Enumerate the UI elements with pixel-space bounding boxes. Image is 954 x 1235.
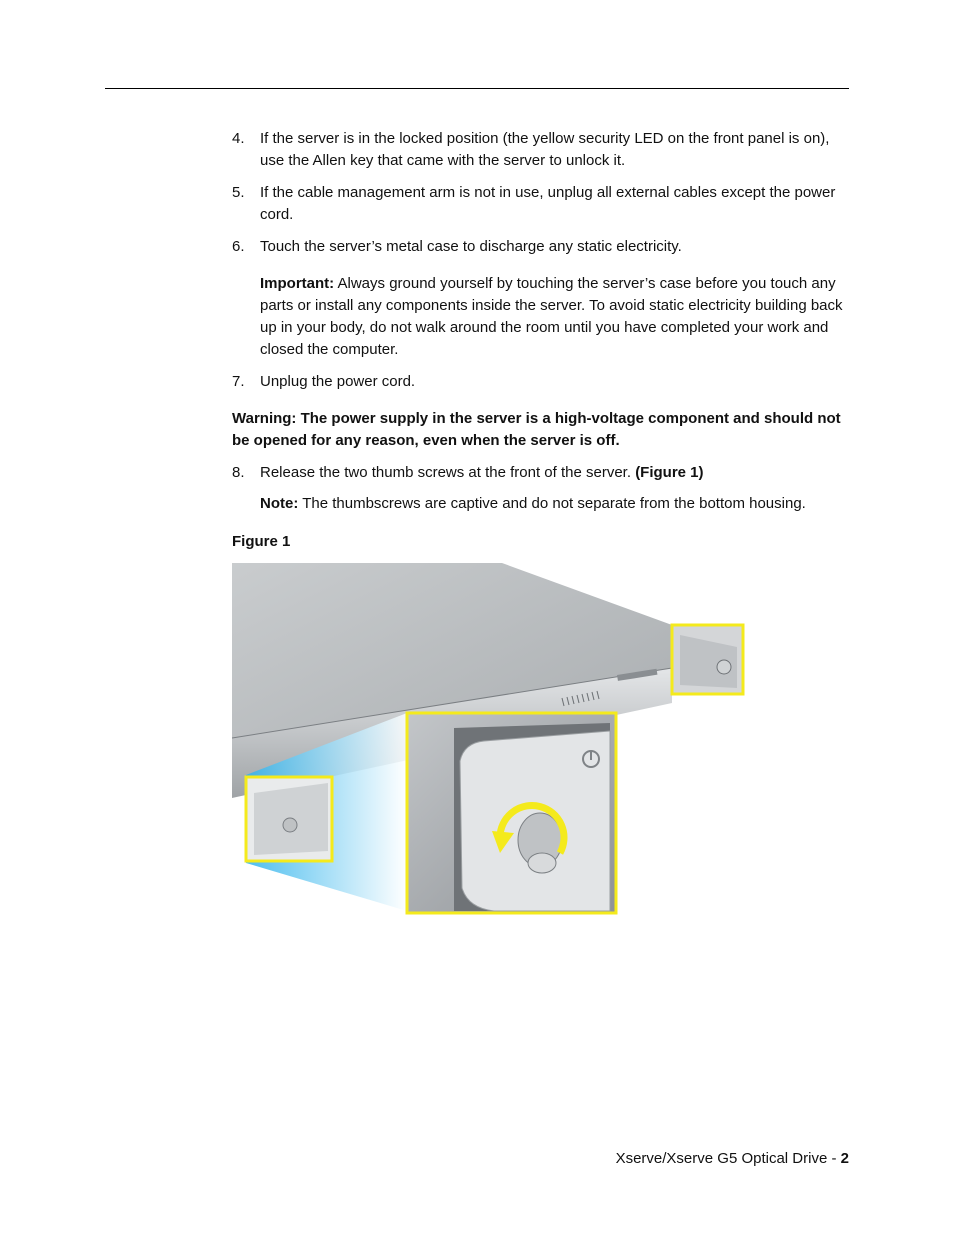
callout-left xyxy=(246,777,332,861)
figure-label: Figure 1 xyxy=(232,533,291,550)
step-7 xyxy=(232,371,850,393)
step-5 xyxy=(232,182,850,226)
warning-text: Warning: The power supply in the server is a high-voltage component and should not be opened for any reason, even when the server is off. xyxy=(232,410,841,449)
header-rule xyxy=(105,88,849,89)
step-4 xyxy=(232,128,850,172)
page-footer xyxy=(616,1150,849,1167)
footer-title: Xserve/Xserve G5 Optical Drive - xyxy=(615,1150,841,1167)
figure-reference: (Figure 1) xyxy=(635,464,704,481)
note-label: Note: xyxy=(260,495,299,512)
step-text: If the cable management arm is not in use, unplug all external cables except the power cord. xyxy=(260,184,836,223)
step-6 xyxy=(232,236,850,258)
instructions xyxy=(232,128,850,553)
important-note xyxy=(232,273,850,361)
callout-right xyxy=(672,625,743,694)
important-text: Always ground yourself by touching the server’s case before you touch any parts or install any components inside the server. To avoid static electricity building back up in your body, do not walk around the room until you have completed your work and closed the computer. xyxy=(260,275,843,358)
step-number: 5. xyxy=(232,184,245,201)
step-number: 6. xyxy=(232,238,245,255)
step-number: 8. xyxy=(232,464,245,481)
note-text: The thumbscrews are captive and do not separate from the bottom housing. xyxy=(298,495,806,512)
important-label: Important: xyxy=(260,275,335,292)
step-text: Touch the server’s metal case to discharge any static electricity. xyxy=(260,238,682,255)
step-text: If the server is in the locked position (the yellow security LED on the front panel is on), use the Allen key that came with the server to unlock it. xyxy=(260,130,830,169)
step-number: 7. xyxy=(232,373,245,390)
note xyxy=(232,493,850,515)
step-8 xyxy=(232,462,850,484)
callout-zoom xyxy=(407,713,616,913)
figure-1-illustration xyxy=(232,563,752,919)
page-number: 2 xyxy=(840,1150,849,1167)
step-text: Release the two thumb screws at the front of the server. xyxy=(260,464,636,481)
step-text: Unplug the power cord. xyxy=(260,373,416,390)
step-number: 4. xyxy=(232,130,245,147)
